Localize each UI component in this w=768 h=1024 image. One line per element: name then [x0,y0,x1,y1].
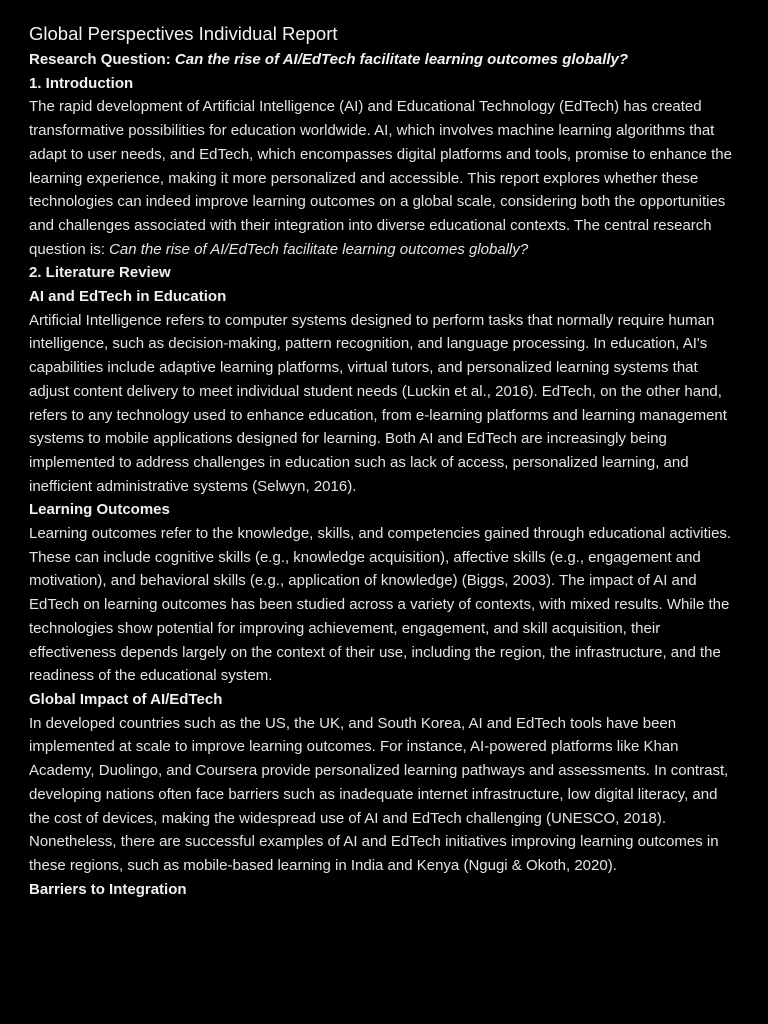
section-heading-literature-review: 2. Literature Review [29,264,171,282]
introduction-body: The rapid development of Artificial Intelligence (AI) and Educational Technology (EdTech) has created transformative possibilities for education worldwide. AI, which involves machine learning algorithms that adapt to user needs, and EdTech, which encompasses digital platforms and tools, promise to enhance the learning experience, making it more personalized and accessible. This report explores whether these technologies can indeed improve learning outcomes on a global scale, considering both the opportunities and challenges associated with their integration into diverse educational contexts. The central research question is: [29,98,732,258]
introduction-question: Can the rise of AI/EdTech facilitate learning outcomes globally? [109,240,529,258]
report-document [29,22,741,901]
paragraph-global-impact: In developed countries such as the US, the UK, and South Korea, AI and EdTech tools have been implemented at scale to improve learning outcomes. For instance, AI-powered platforms like Khan Academy, Duolingo, and Coursera provide personalized learning pathways and assessments. In contrast, developing nations often face barriers such as inadequate internet infrastructure, low digital literacy, and the cost of devices, making the widespread use of AI and EdTech challenging (UNESCO, 2018). Nonetheless, there are successful examples of AI and EdTech initiatives improving learning outcomes in these regions, such as mobile-based learning in India and Kenya (Ngugi & Okoth, 2020). [29,714,729,874]
subheading-global-impact: Global Impact of AI/EdTech [29,690,223,708]
subheading-ai-edtech-education: AI and EdTech in Education [29,288,227,306]
paragraph-learning-outcomes: Learning outcomes refer to the knowledge, skills, and competencies gained through educational activities. These can include cognitive skills (e.g., knowledge acquisition), affective skills (e.g., engagement and motivation), and behavioral skills (e.g., application of knowledge) (Biggs, 2003). The impact of AI and EdTech on learning outcomes has been studied across a variety of contexts, with mixed results. While the technologies show potential for improving achievement, engagement, and skill acquisition, their effectiveness depends largely on the context of their use, including the region, the infrastructure, and the readiness of the educational system. [29,525,732,685]
subheading-barriers-to-integration: Barriers to Integration [29,880,187,898]
research-question [29,48,741,72]
subheading-learning-outcomes: Learning Outcomes [29,501,170,519]
research-question-label: Research Question: [29,51,171,68]
report-title: Global Perspectives Individual Report [29,23,338,44]
research-question-text: Can the rise of AI/EdTech facilitate learning outcomes globally? [174,51,629,68]
section-heading-introduction: 1. Introduction [29,74,134,92]
introduction-paragraph [29,95,741,261]
paragraph-ai-edtech-education: Artificial Intelligence refers to computer systems designed to perform tasks that normally require human intelligence, such as decision-making, pattern recognition, and language processing. In education, AI's capabilities include adaptive learning platforms, virtual tutors, and personalized learning systems that adjust content delivery to meet individual student needs (Luckin et al., 2016). EdTech, on the other hand, refers to any technology used to enhance education, from e-learning platforms and learning management systems to mobile applications designed for learning. Both AI and EdTech are increasingly being implemented to address challenges in education such as lack of access, personalized learning, and inefficient administrative systems (Selwyn, 2016). [29,311,727,495]
